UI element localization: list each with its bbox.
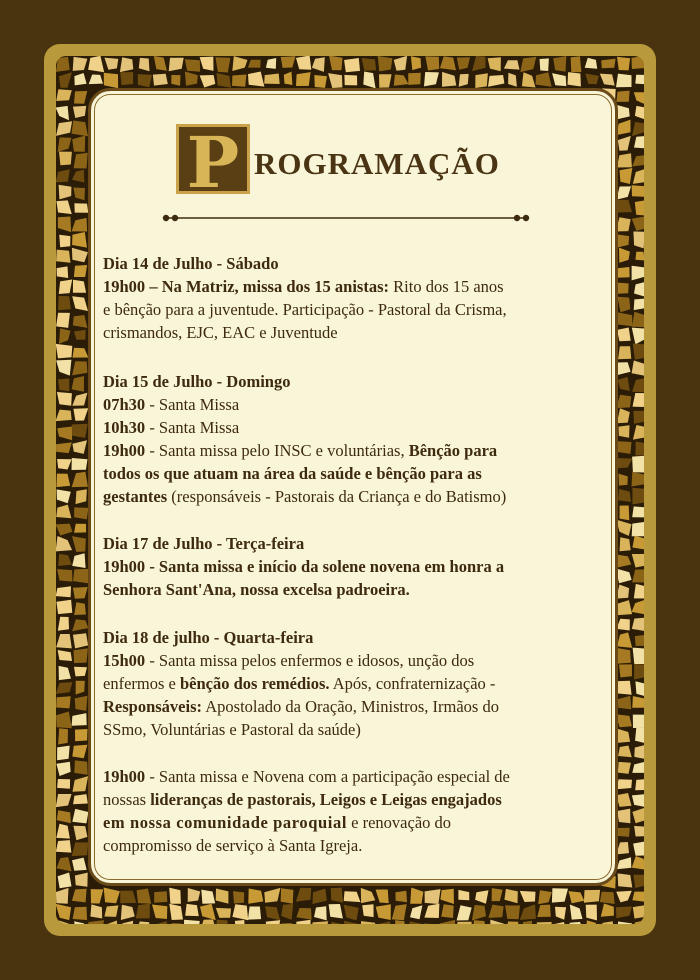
mosaic-tile — [75, 696, 88, 711]
mosaic-tile — [633, 411, 644, 424]
event-line: 07h30 - Santa Missa — [103, 395, 240, 414]
illuminated-initial: P — [176, 124, 250, 194]
event-time: 19h00 — [103, 557, 146, 576]
event-line: gestantes (responsáveis - Pastorais da Criança e do Batismo) — [103, 487, 507, 506]
mosaic-tile — [636, 442, 645, 456]
title-text: ROGRAMAÇÃO — [254, 146, 500, 181]
event-line: em nossa comunidade paroquial e renovação do — [103, 813, 452, 832]
mosaic-tile — [264, 74, 280, 85]
mosaic-tile — [411, 56, 421, 70]
mosaic-tile — [633, 875, 644, 888]
mosaic-tile — [635, 635, 644, 646]
mosaic-tile — [619, 425, 630, 438]
mosaic-tile — [618, 283, 629, 294]
mosaic-tile — [457, 922, 472, 924]
section-day-15 — [103, 370, 593, 508]
mosaic-tile — [57, 779, 70, 789]
mosaic-tile — [57, 266, 69, 278]
mosaic-tile — [632, 892, 644, 902]
event-line: Senhora Sant'Ana, nossa excelsa padroeira. — [103, 580, 410, 599]
mosaic-tile — [185, 904, 199, 916]
mosaic-tile — [635, 252, 644, 261]
mosaic-tile — [59, 152, 72, 166]
mosaic-tile — [75, 729, 88, 741]
mosaic-tile — [395, 891, 407, 903]
mosaic-tile — [232, 75, 246, 87]
mosaic-tile — [635, 200, 644, 215]
event-line: SSmo, Voluntárias e Pastoral da saúde) — [103, 720, 361, 739]
event-line: 10h30 - Santa Missa — [103, 418, 240, 437]
mosaic-tile — [635, 75, 644, 85]
mosaic-tile — [58, 379, 69, 392]
mosaic-tile — [58, 728, 68, 744]
mosaic-tile — [617, 328, 631, 342]
event-line: nossas lideranças de pastorais, Leigos e Leigas engajados — [103, 790, 502, 809]
event-line: 19h00 – Na Matriz, missa dos 15 anistas: Rito dos 15 anos — [103, 277, 504, 296]
event-line: todos os que atuam na área da saúde e bênção para as — [103, 464, 482, 483]
mosaic-tile — [344, 75, 357, 86]
mosaic-tile — [635, 779, 644, 790]
mosaic-tile — [635, 728, 644, 743]
mosaic-tile — [408, 73, 421, 85]
mosaic-tile — [216, 57, 231, 72]
mosaic-tile — [73, 569, 88, 583]
mosaic-tile — [281, 888, 294, 904]
event-line: crismandos, EJC, EAC e Juventude — [103, 323, 338, 342]
mosaic-tile — [632, 488, 644, 505]
mosaic-tile — [216, 920, 228, 924]
mosaic-tile — [619, 664, 632, 677]
mosaic-tile — [618, 873, 633, 887]
mosaic-tile — [72, 232, 87, 248]
mosaic-tile — [584, 890, 600, 903]
event-line: enfermos e bênção dos remédios. Após, confraternização - — [103, 674, 496, 693]
mosaic-tile — [72, 424, 88, 438]
mosaic-tile — [634, 299, 644, 311]
mosaic-tile — [344, 58, 360, 72]
event-time: 10h30 — [103, 418, 146, 437]
mosaic-tile — [331, 888, 343, 903]
mosaic-tile — [57, 746, 70, 761]
section-day-18 — [103, 626, 593, 741]
event-time: 15h00 — [103, 651, 146, 670]
mosaic-tile — [56, 600, 72, 614]
day-heading: Dia 15 de Julho - Domingo — [103, 372, 291, 391]
mosaic-tile — [617, 809, 630, 824]
event-time: 19h00 — [103, 277, 146, 296]
mosaic-tile — [73, 907, 87, 920]
mosaic-tile — [632, 506, 644, 517]
section-day-17 — [103, 532, 593, 601]
mosaic-tile — [56, 250, 70, 263]
event-line: 15h00 - Santa missa pelos enfermos e idosos, unção dos — [103, 651, 475, 670]
mosaic-tile — [74, 760, 87, 774]
event-line: e bênção para a juventude. Participação - Pastoral da Crisma, — [103, 300, 507, 319]
section-day-14 — [103, 252, 593, 344]
mosaic-tile — [633, 905, 644, 919]
mosaic-tile — [633, 715, 644, 728]
mosaic-tile — [362, 904, 373, 917]
mosaic-tile — [425, 889, 441, 904]
day-heading: Dia 18 de julho - Quarta-feira — [103, 628, 314, 647]
event-line: 19h00 - Santa missa e início da solene novena em honra a — [103, 557, 505, 576]
mosaic-tile — [505, 905, 520, 919]
mosaic-tile — [56, 344, 72, 359]
mosaic-tile — [314, 75, 327, 88]
mosaic-tile — [56, 840, 71, 853]
event-line: 19h00 - Santa missa pelo INSC e voluntárias, Bênção para — [103, 441, 498, 460]
mosaic-tile — [72, 458, 88, 470]
mosaic-tile — [506, 922, 518, 925]
mosaic-tile — [59, 235, 70, 247]
mosaic-tile — [634, 826, 644, 837]
mosaic-tile — [617, 441, 632, 454]
mosaic-tile — [600, 892, 615, 904]
mosaic-tile — [153, 74, 168, 86]
mosaic-tile — [56, 586, 71, 597]
mosaic-tile — [616, 681, 632, 695]
day-heading: Dia 14 de Julho - Sábado — [103, 254, 279, 273]
mosaic-tile — [620, 537, 631, 551]
mosaic-tile — [378, 56, 393, 71]
mosaic-tile — [296, 72, 311, 86]
mosaic-tile — [74, 265, 87, 277]
mosaic-tile — [57, 569, 72, 582]
mosaic-tile — [633, 648, 644, 664]
event-line: compromisso de serviço à Santa Igreja. — [103, 836, 363, 855]
mosaic-tile — [568, 72, 581, 86]
mosaic-tile — [634, 664, 644, 680]
mosaic-tile — [56, 313, 70, 328]
section-final — [103, 765, 593, 857]
mosaic-tile — [120, 72, 133, 85]
mosaic-tile — [169, 888, 181, 904]
mosaic-tile — [616, 779, 632, 789]
event-line: 19h00 - Santa missa e Novena com a participação especial de — [103, 767, 510, 786]
page-title — [176, 121, 536, 204]
event-time: 19h00 — [103, 767, 146, 786]
mosaic-tile — [248, 889, 263, 904]
mosaic-tile — [632, 522, 644, 537]
mosaic-tile — [233, 891, 244, 903]
mosaic-tile — [616, 91, 629, 102]
mosaic-tile — [74, 648, 88, 663]
mosaic-tile — [616, 267, 630, 278]
mosaic-tile — [58, 296, 71, 310]
mosaic-tile — [185, 59, 200, 72]
mosaic-tile — [56, 696, 70, 708]
ornament-divider — [160, 212, 532, 224]
mosaic-tile — [74, 524, 86, 533]
mosaic-tile — [475, 73, 488, 88]
mosaic-tile — [248, 907, 261, 920]
mosaic-tile — [620, 506, 630, 521]
mosaic-tile — [616, 648, 631, 664]
mosaic-tile — [616, 74, 632, 88]
day-heading: Dia 17 de Julho - Terça-feira — [103, 534, 305, 553]
event-line: Responsáveis: Apostolado da Oração, Ministros, Irmãos do — [103, 697, 499, 716]
mosaic-tile — [632, 456, 644, 473]
event-time: 19h00 — [103, 441, 146, 460]
mosaic-tile — [154, 891, 167, 903]
mosaic-tile — [74, 203, 88, 212]
event-time: 07h30 — [103, 395, 146, 414]
mosaic-tile — [618, 346, 631, 359]
mosaic-tile — [553, 56, 566, 72]
mosaic-tile — [617, 57, 630, 71]
mosaic-tile — [571, 56, 582, 72]
mosaic-tile — [56, 57, 70, 72]
mosaic-tile — [540, 58, 549, 71]
mosaic-tile — [632, 185, 644, 197]
mosaic-tile — [73, 794, 88, 804]
